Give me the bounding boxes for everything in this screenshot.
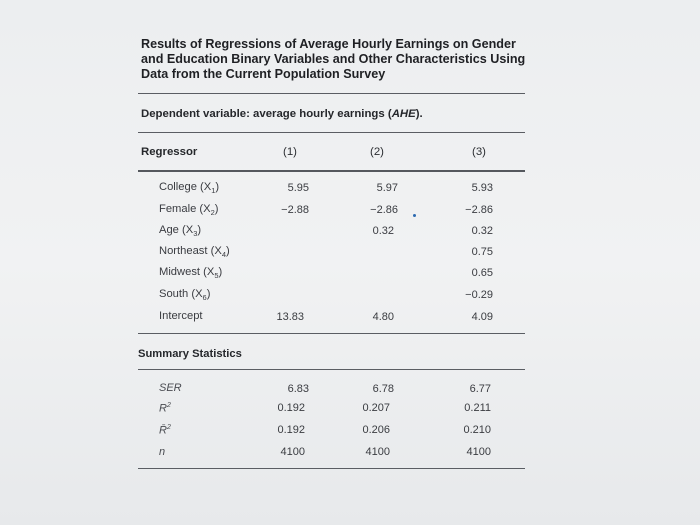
regressor-label: Age $(X_3)$ [159,224,202,239]
regressor-label: Midwest $(X_5)$ [159,266,223,281]
dependent-variable-note [141,108,423,120]
cell: 0.32 [372,225,394,237]
title-divider [138,93,525,94]
regressor-label: College $(X_1)$ [159,181,220,196]
dependent-variable-suffix: ). [415,108,423,120]
summary-top-rule [138,369,525,370]
cell: 0.206 [362,424,390,436]
summary-statistics-heading: Summary Statistics [138,348,242,360]
cell: 0.207 [362,402,390,414]
cell: −2.88 [281,204,309,216]
cell: 4100 [280,446,305,458]
cell: 0.211 [464,402,491,414]
cell: 0.210 [463,424,491,436]
regressor-label: Northeast $(X_4)$ [159,245,230,260]
dependent-variable-abbr: AHE [391,108,416,120]
header-bottom-rule [138,170,525,172]
cell: 0.75 [471,246,493,258]
table-bottom-rule [138,468,525,469]
cell: 5.93 [471,182,493,194]
table-title: Results of Regressions of Average Hourly Earnings on Gender and Education Binary Variables and Other Characteristics Using Data from the Current Population Survey [141,37,526,81]
regressor-label: Female $(X_2)$ [159,203,219,218]
regressor-label: South $(X_6)$ [159,288,211,303]
summary-label: $R^2$ [159,402,171,415]
summary-label: SER [159,382,182,394]
cell: 0.192 [277,424,305,436]
summary-label: n [159,446,166,458]
cell: 5.95 [287,182,309,194]
regressors-bottom-rule [138,333,525,334]
cell: 5.97 [376,182,398,194]
cell: 0.65 [471,267,493,279]
cell: −0.29 [465,289,493,301]
regressor-label: Intercept [159,310,203,322]
cell: 4.80 [372,311,394,323]
blue-dot-mark [413,214,416,217]
summary-label: R̄$^2$ [159,424,171,437]
cell: 4100 [466,446,491,458]
cell: 13.83 [276,311,304,323]
cell: 6.77 [469,383,491,395]
cell: 4100 [365,446,390,458]
column-header-1: (1) [283,146,297,158]
header-top-rule [138,132,525,133]
dependent-variable-prefix: Dependent variable: average hourly earnings ( [141,108,392,120]
cell: 6.78 [372,383,394,395]
regressor-column-header: Regressor [141,146,198,158]
column-header-2: (2) [370,146,384,158]
cell: 4.09 [471,311,493,323]
cell: 6.83 [287,383,309,395]
column-header-3: (3) [472,146,486,158]
cell: −2.86 [465,204,493,216]
cell: 0.32 [471,225,493,237]
cell: 0.192 [277,402,305,414]
cell: −2.86 [370,204,398,216]
